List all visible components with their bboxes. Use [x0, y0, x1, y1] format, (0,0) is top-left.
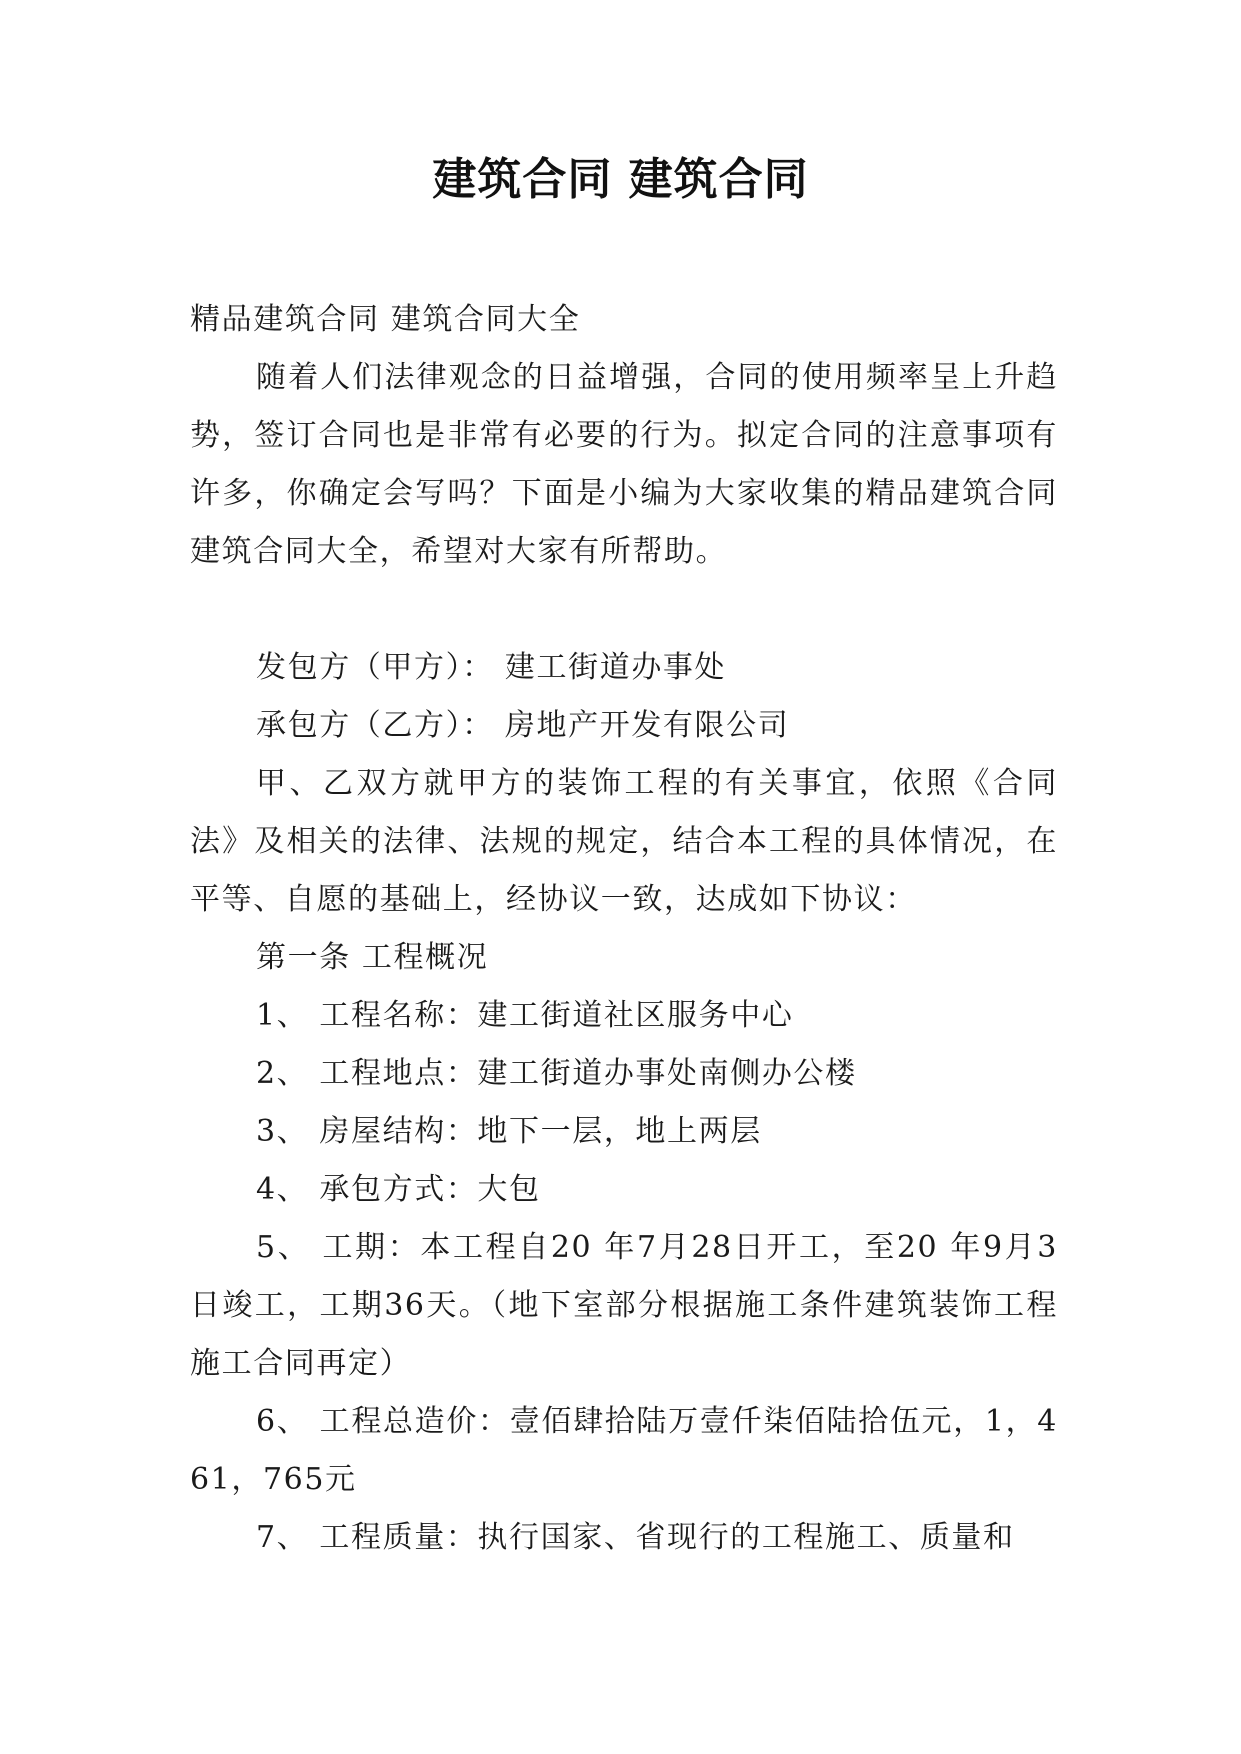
- list-item: 1、 工程名称：建工街道社区服务中心: [256, 998, 794, 1033]
- list-item: 4、 承包方式：大包: [256, 1172, 541, 1207]
- document-title: 建筑合同 建筑合同: [432, 154, 809, 205]
- agreement-paragraph: 甲、乙双方就甲方的装饰工程的有关事宜，依照《合同法》及相关的法律、法规的规定，结合本工程的具体情况，在平等、自愿的基础上，经协议一致，达成如下协议：: [190, 766, 1058, 917]
- list-item: 3、 房屋结构：地下一层，地上两层: [256, 1114, 762, 1149]
- list-item: 6、 工程总造价：壹佰肆拾陆万壹仟柒佰陆拾伍元，1，461，765元: [190, 1404, 1058, 1497]
- list-item: 7、 工程质量：执行国家、省现行的工程施工、质量和: [256, 1520, 1015, 1555]
- party-a-line: 发包方（甲方）： 建工街道办事处: [256, 650, 727, 685]
- list-item: 2、 工程地点：建工街道办事处南侧办公楼: [256, 1056, 857, 1091]
- party-b-line: 承包方（乙方）： 房地产开发有限公司: [256, 708, 790, 743]
- document-subtitle: 精品建筑合同 建筑合同大全: [190, 302, 581, 337]
- list-item: 5、 工期：本工程自20 年7月28日开工，至20 年9月3日竣工，工期36天。（地下室部分根据施工条件建筑装饰工程施工合同再定）: [190, 1230, 1058, 1381]
- document-body: [190, 291, 1058, 1567]
- intro-paragraph: 随着人们法律观念的日益增强，合同的使用频率呈上升趋势，签订合同也是非常有必要的行为。拟定合同的注意事项有许多，你确定会写吗？下面是小编为大家收集的精品建筑合同 建筑合同大全，希望对大家有所帮助。: [190, 360, 1058, 569]
- article-heading: 第一条 工程概况: [256, 940, 489, 975]
- paragraph-spacer: [190, 581, 1058, 639]
